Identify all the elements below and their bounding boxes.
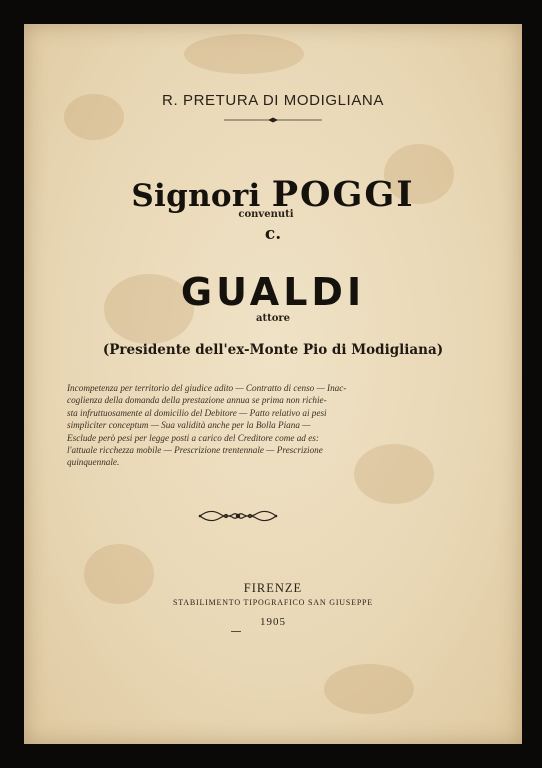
- title-poggi: POGGI: [271, 174, 415, 215]
- abstract-line: simpliciter conceptum — Sua validità anche per la Bolla Piana —: [67, 420, 311, 431]
- conjunction: c.: [264, 224, 282, 244]
- abstract-line: Incompetenza per territorio del giudice adito — Contratto di censo — Inac-: [67, 383, 347, 393]
- title-page: [24, 24, 522, 744]
- court-heading: R. PRETURA DI MODIGLIANA: [162, 92, 384, 109]
- abstract-line: sta infruttuosamente al domicilio del Debitore — Patto relativo ai pesi: [67, 407, 327, 418]
- foxing-stain: [184, 34, 304, 74]
- title-gualdi: GUALDI: [180, 270, 366, 314]
- foxing-stain: [324, 664, 414, 714]
- imprint-city: FIRENZE: [243, 581, 303, 595]
- abstract-line: coglienza della domanda della prestazione annua se prima non richie-: [67, 395, 327, 406]
- abstract-line: quinquennale.: [67, 457, 120, 468]
- imprint-year: 1905: [260, 616, 286, 628]
- label-convenuti: convenuti: [238, 209, 294, 220]
- title-signori: Signori: [131, 178, 261, 214]
- abstract-line: Esclude però pesi per legge posti a carico del Creditore come ad es:: [67, 432, 319, 443]
- rule-ornament: [224, 117, 322, 123]
- abstract-line: l'attuale ricchezza mobile — Prescrizione trentennale — Prescrizione: [67, 445, 323, 456]
- case-abstract: [67, 382, 400, 469]
- imprint-printer: STABILIMENTO TIPOGRAFICO SAN GIUSEPPE: [172, 598, 373, 607]
- year-rule: [231, 631, 241, 632]
- president-note: (Presidente dell'ex-Monte Pio di Modigliana): [102, 342, 444, 358]
- label-attore: attore: [255, 313, 291, 324]
- scroll-ornament: [196, 505, 280, 527]
